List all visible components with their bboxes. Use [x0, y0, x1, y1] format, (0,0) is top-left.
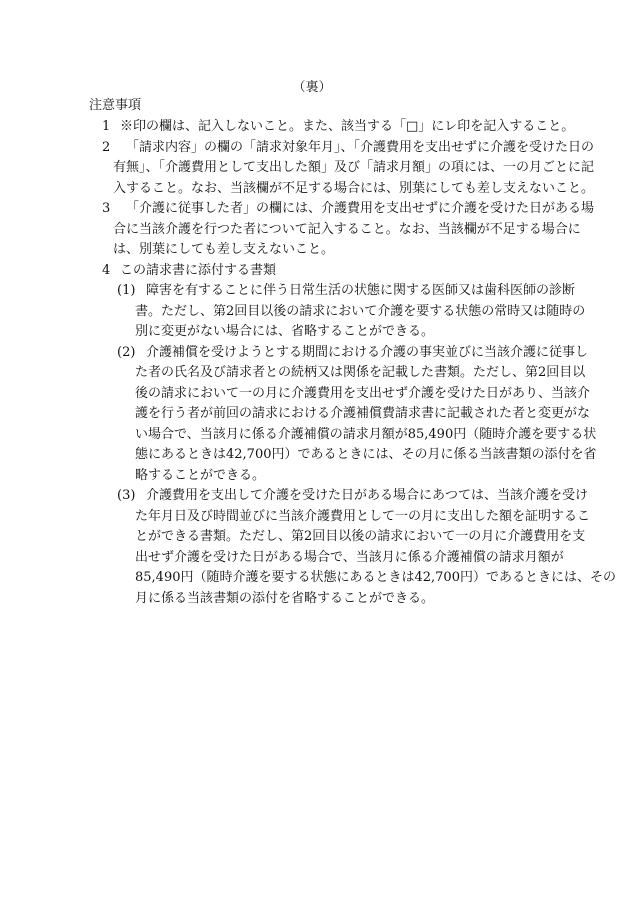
note-subitem — [0, 281, 630, 343]
subitem-line — [0, 527, 630, 548]
note-text: 合に当該介護を行つた者について記入すること。なお、当該欄が不足する場合に — [113, 221, 581, 237]
notes-heading: 注意事項 — [89, 98, 142, 113]
note-text: ※印の欄は、記入しないこと。また、該当する「□」にレ印を記入すること。 — [120, 119, 575, 134]
subitem-text: とができる書類。ただし、第2回目以後の請求において一の月に介護費用を支 — [135, 529, 586, 544]
note-number: 1 — [102, 119, 111, 134]
note-line — [0, 117, 630, 138]
subitem-text: 後の請求において一の月に介護費用を支出せず介護を受けた日があり、当該介 — [135, 385, 591, 401]
subitem-line — [0, 486, 630, 507]
subitem-line — [0, 466, 630, 487]
note-line — [0, 138, 630, 159]
subitem-line — [0, 322, 630, 343]
note-number: 4 — [102, 262, 111, 278]
note-text: 「請求内容」の欄の「請求対象年月」、「介護費用を支出せずに介護を受けた日の — [126, 139, 595, 155]
note-line — [0, 179, 630, 200]
subitem-line — [0, 445, 630, 466]
note-text: 入すること。なお、当該欄が不足する場合には、別葉にしても差し支えないこと。 — [113, 180, 595, 196]
note-line — [0, 199, 630, 220]
subitem-text: 障害を有することに伴う日常生活の状態に関する医師又は歯科医師の診断 — [146, 283, 576, 298]
subitem-number: (3) — [117, 488, 136, 503]
subitem-text: 85,490円（随時介護を要する状態にあるときは42,700円）であるときには、その — [135, 570, 616, 585]
subitem-text: 態にあるときは42,700円）であるときには、その月に係る当該書類の添付を省 — [135, 447, 597, 462]
note-number: 3 — [102, 201, 111, 216]
note-text: は、別葉にしても差し支えないこと。 — [113, 242, 335, 257]
note-line — [0, 240, 630, 261]
note-text: 「介護に従事した者」の欄には、介護費用を支出せずに介護を受けた日がある場 — [126, 201, 595, 216]
note-item — [0, 138, 630, 200]
subitem-text: た年月日及び時間並びに当該介護費用として一の月に支出した額を証明するこ — [135, 508, 591, 524]
subitem-line — [0, 384, 630, 405]
note-line — [0, 220, 630, 241]
subitem-text: 介護費用を支出して介護を受けた日がある場合にあつては、当該介護を受け — [146, 488, 589, 503]
subitem-text: 月に係る当該書類の添付を省略することができる。 — [135, 590, 435, 606]
subitem-text: 別に変更がない場合には、省略することができる。 — [135, 324, 435, 339]
subitem-text: 略することができる。 — [135, 467, 266, 483]
note-text: 有無」、「介護費用として支出した額」及び「請求月額」の項には、一の月ごとに記 — [113, 160, 595, 175]
subitem-text: 護を行う者が前回の請求における介護補償費請求書に記載された者と変更がな — [135, 406, 591, 421]
note-item — [0, 117, 630, 138]
subitem-line — [0, 302, 630, 323]
subitem-text: 出せず介護を受けた日がある場合で、当該月に係る介護補償の請求月額が — [135, 549, 564, 565]
subitem-line — [0, 548, 630, 569]
subitem-line — [0, 281, 630, 302]
subitem-line — [0, 404, 630, 425]
subitem-number: (1) — [117, 283, 136, 298]
note-number: 2 — [102, 139, 111, 155]
subitem-text: た者の氏名及び請求者との続柄又は関係を記載した書類。ただし、第2回目以 — [135, 365, 586, 380]
subitem-line — [0, 568, 630, 589]
subitem-line — [0, 343, 630, 364]
subitem-line — [0, 363, 630, 384]
subitem-text: い場合で、当該月に係る介護補償の請求月額が85,490円（随時介護を要する状 — [135, 426, 597, 442]
subitem-line — [0, 425, 630, 446]
subitem-line — [0, 507, 630, 528]
note-item — [0, 261, 630, 610]
note-subitem — [0, 486, 630, 609]
notes-list — [0, 117, 630, 609]
note-subitem — [0, 343, 630, 487]
note-item — [0, 199, 630, 261]
subitem-text: 書。ただし、第2回目以後の請求において介護を要する状態の常時又は随時の — [135, 303, 586, 319]
note-text: この請求書に添付する書類 — [120, 262, 277, 278]
subitem-number: (2) — [117, 344, 136, 360]
subitem-text: 介護補償を受けようとする期間における介護の事実並びに当該介護に従事し — [146, 344, 589, 360]
note-line — [0, 261, 630, 282]
subitem-line — [0, 589, 630, 610]
note-line — [0, 158, 630, 179]
page-title: （裏） — [292, 80, 332, 95]
